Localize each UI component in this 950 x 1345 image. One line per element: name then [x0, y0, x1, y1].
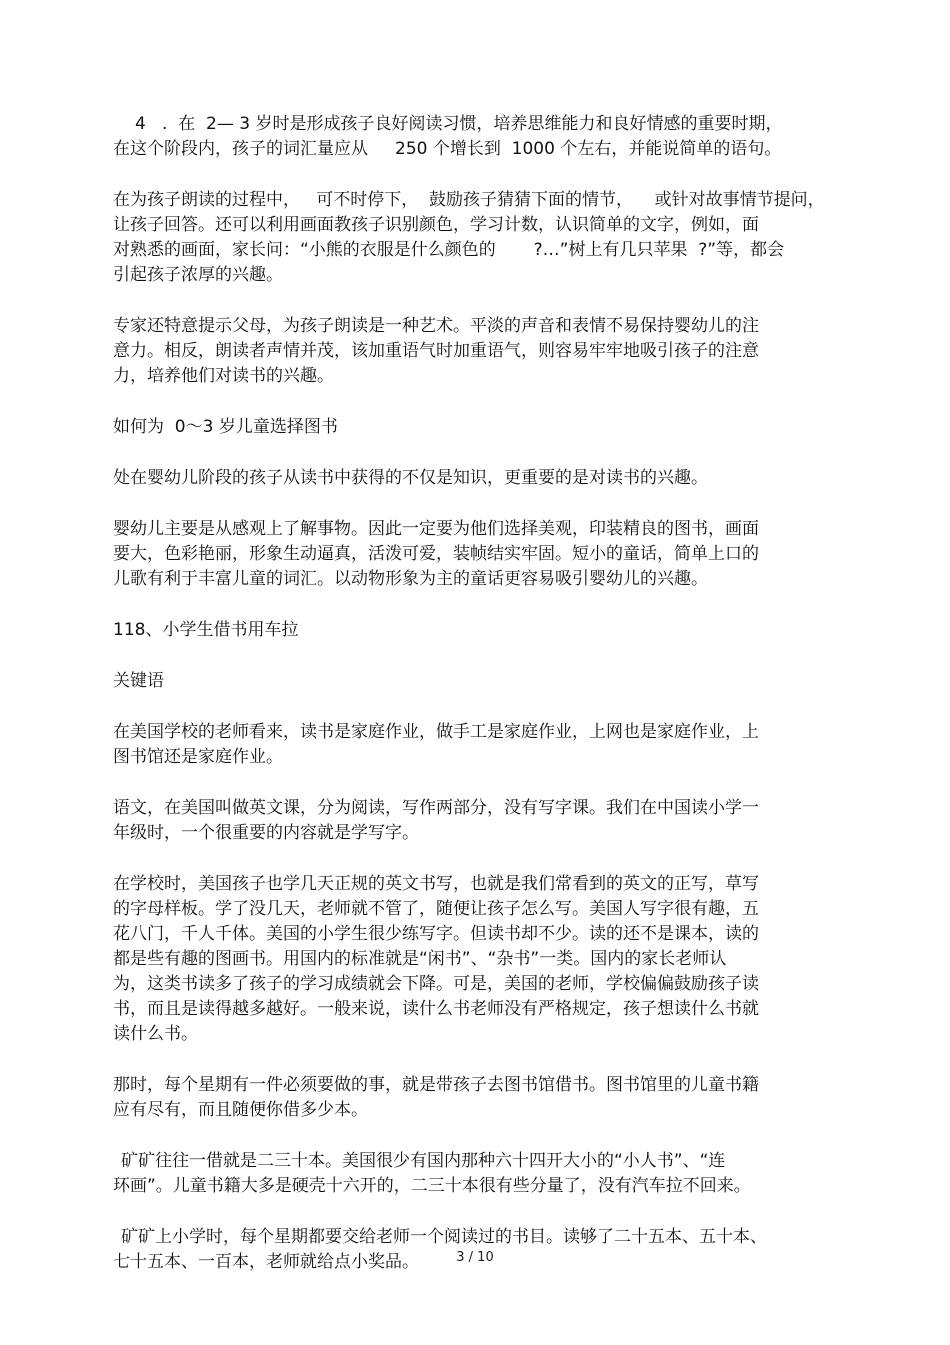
text-line: 在学校时，美国孩子也学几天正规的英文书写，也就是我们常看到的英文的正写，草写 [113, 874, 759, 894]
text-line: 意力。相反，朗读者声情并茂，该加重语气时加重语气，则容易牢牢地吸引孩子的注意 [113, 341, 759, 361]
text-line: 对熟悉的画面，家长问：“小熊的衣服是什么颜色的 ?…”树上有几只苹果 ?”等，都会 [113, 240, 785, 260]
paragraph [113, 517, 838, 592]
paragraph [113, 415, 838, 440]
text-line: 矿矿上小学时，每个星期都要交给老师一个阅读过的书目。读够了二十五本、五十本、 [121, 1227, 767, 1247]
paragraph [113, 618, 838, 643]
paragraph [113, 720, 838, 770]
text-line: 都是些有趣的图画书。用国内的标准就是“闲书”、“杂书”一类。国内的家长老师认 [113, 949, 727, 969]
text-line: 在美国学校的老师看来，读书是家庭作业，做手工是家庭作业，上网也是家庭作业，上 [113, 722, 759, 742]
page-number: 3 / 10 [456, 1250, 494, 1265]
text-line: 读什么书。 [113, 1024, 198, 1044]
text-line: 处在婴幼儿阶段的孩子从读书中获得的不仅是知识，更重要的是对读书的兴趣。 [113, 468, 708, 488]
text-line: 书，而且是读得越多越好。一般来说，读什么书老师没有严格规定，孩子想读什么书就 [113, 999, 759, 1019]
paragraph [113, 1073, 838, 1123]
paragraph [113, 466, 838, 491]
text-line: 在为孩子朗读的过程中， 可不时停下， 鼓励孩子猜猜下面的情节， 或针对故事情节提问， [113, 190, 825, 210]
text-line: 如何为 0～3 岁儿童选择图书 [113, 417, 338, 437]
text-line: 语文，在美国叫做英文课，分为阅读，写作两部分，没有写字课。我们在中国读小学一 [113, 798, 759, 818]
text-line: 那时，每个星期有一件必须要做的事，就是带孩子去图书馆借书。图书馆里的儿童书籍 [113, 1075, 759, 1095]
text-line: 的字母样板。学了没几天，老师就不管了，随便让孩子怎么写。美国人写字很有趣，五 [113, 899, 759, 919]
text-line: 年级时，一个很重要的内容就是学写字。 [113, 823, 419, 843]
paragraph [113, 188, 838, 288]
text-line: 图书馆还是家庭作业。 [113, 747, 283, 767]
text-line: 七十五本、一百本，老师就给点小奖品。 [113, 1252, 419, 1272]
paragraph [113, 314, 838, 389]
text-line: 引起孩子浓厚的兴趣。 [113, 265, 283, 285]
text-line: 为，这类书读多了孩子的学习成绩就会下降。可是，美国的老师，学校偏偏鼓励孩子读 [113, 974, 759, 994]
text-line: 在这个阶段内，孩子的词汇量应从 250 个增长到 1000 个左右，并能说简单的语句。 [113, 139, 782, 159]
text-line: 关键语 [113, 671, 164, 691]
text-line: 花八门，千人千体。美国的小学生很少练写字。但读书却不少。读的还不是课本，读的 [113, 924, 759, 944]
text-line: 环画”。儿童书籍大多是硬壳十六开的，二三十本很有些分量了，没有汽车拉不回来。 [113, 1176, 751, 1196]
paragraph [113, 1149, 838, 1199]
text-line: 4 . 在 2— 3 岁时是形成孩子良好阅读习惯，培养思维能力和良好情感的重要时期， [135, 114, 783, 134]
text-line: 力，培养他们对读书的兴趣。 [113, 366, 334, 386]
text-line: 要大，色彩艳丽，形象生动逼真，活泼可爱，装帧结实牢固。短小的童话，简单上口的 [113, 544, 759, 564]
text-line: 儿歌有利于丰富儿童的词汇。以动物形象为主的童话更容易吸引婴幼儿的兴趣。 [113, 569, 708, 589]
text-line: 矿矿往往一借就是二三十本。美国很少有国内那种六十四开大小的“小人书”、“连 [121, 1151, 726, 1171]
text-line: 让孩子回答。还可以利用画面教孩子识别颜色，学习计数，认识简单的文字，例如，面 [113, 215, 759, 235]
text-line: 118、小学生借书用车拉 [113, 620, 299, 640]
text-line: 应有尽有，而且随便你借多少本。 [113, 1100, 368, 1120]
paragraph [113, 796, 838, 846]
document-body [113, 112, 838, 1301]
paragraph [113, 112, 838, 162]
text-line: 专家还特意提示父母，为孩子朗读是一种艺术。平淡的声音和表情不易保持婴幼儿的注 [113, 316, 759, 336]
text-line: 婴幼儿主要是从感观上了解事物。因此一定要为他们选择美观，印装精良的图书，画面 [113, 519, 759, 539]
paragraph [113, 872, 838, 1047]
paragraph [113, 669, 838, 694]
